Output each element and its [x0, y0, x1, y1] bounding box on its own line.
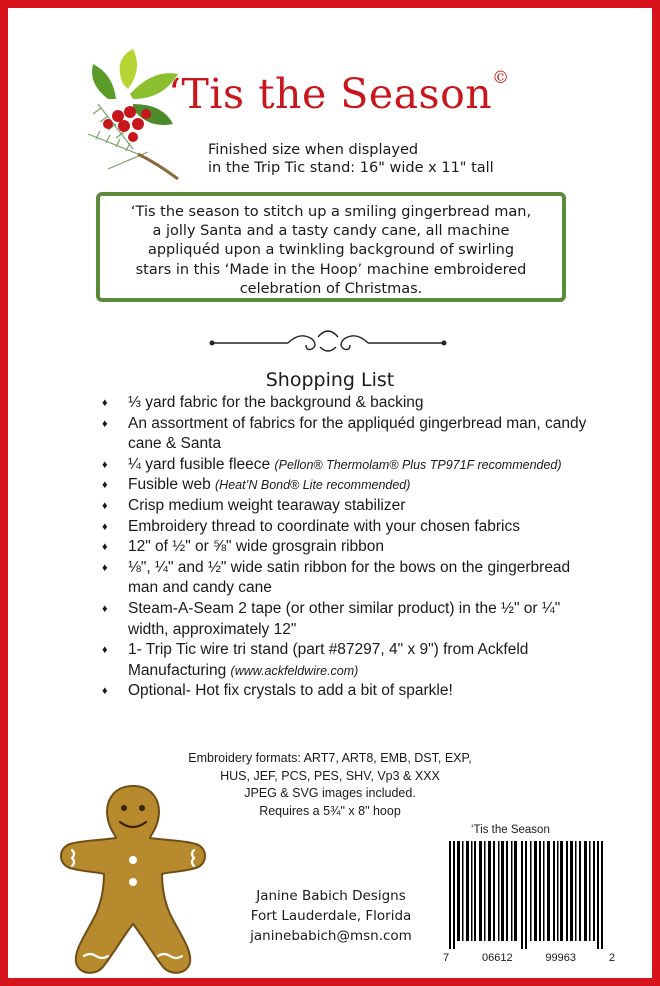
item-text: 1- Trip Tic wire tri stand (part #87297, 4" x 9") from Ackfeld Manufacturing [128, 641, 529, 679]
barcode-icon [443, 841, 613, 949]
list-item [128, 517, 588, 538]
barcode-digits [443, 952, 615, 964]
list-item [128, 414, 588, 455]
barcode-label: ‘Tis the Season [471, 824, 550, 836]
barcode-digits-right: 99963 [545, 952, 576, 964]
list-item [128, 558, 588, 599]
item-text: ⅛", ¼" and ½" wide satin ribbon for the bows on the gingerbread man and candy cane [128, 558, 571, 597]
list-item [128, 681, 588, 702]
formats-line: JPEG & SVG images included. [244, 786, 416, 801]
item-text: ⅓ yard fabric for the background & backing [128, 394, 424, 411]
item-text: 12" of ½" or ⅝" wide grosgrain ribbon [128, 538, 385, 556]
barcode-digit-first: 7 [443, 952, 450, 964]
item-note: (Heat’N Bond® Lite recommended) [215, 478, 411, 493]
finished-size-line-2: in the Trip Tic stand: 16" wide x 11" tall [208, 160, 494, 176]
finished-size [208, 141, 494, 177]
intro-line: celebration of Christmas. [239, 280, 423, 297]
list-item [128, 475, 588, 496]
designer-email[interactable]: janinebabich@msn.com [250, 928, 412, 944]
formats-line: HUS, JEF, PCS, PES, SHV, Vp3 & XXX [220, 768, 440, 783]
title-text: ‘Tis the Season [168, 70, 493, 118]
item-text: An assortment of fabrics for the appliquéd gingerbread man, candy cane & Santa [128, 414, 587, 453]
list-item [128, 496, 588, 517]
formats-line: Requires a 5¾" x 8" hoop [259, 803, 401, 818]
list-item [128, 640, 588, 681]
item-text: ¼ yard fusible fleece [128, 455, 275, 473]
flourish-divider-icon [208, 323, 448, 359]
item-text: Embroidery thread to coordinate with your chosen fabrics [128, 517, 521, 535]
barcode-digit-last: 2 [608, 952, 615, 964]
item-text: Optional- Hot fix crystals to add a bit of sparkle! [128, 682, 453, 700]
intro-line: a jolly Santa and a tasty candy cane, all machine [152, 223, 510, 240]
shopping-list [128, 393, 588, 702]
intro-line: stars in this ‘Made in the Hoop’ machine embroidered [135, 261, 527, 278]
designer-location: Fort Lauderdale, Florida [250, 908, 412, 924]
gingerbread-man-icon [58, 778, 208, 978]
list-item [128, 393, 588, 414]
item-text: Crisp medium weight tearaway stabilizer [128, 496, 406, 514]
barcode-digits-left: 06612 [481, 952, 513, 964]
pattern-title [168, 70, 510, 118]
copyright-mark: © [492, 68, 510, 88]
list-item [128, 599, 588, 640]
shopping-list-title: Shopping List [265, 369, 395, 391]
finished-size-line-1: Finished size when displayed [208, 142, 419, 158]
intro-line: appliquéd upon a twinkling background of swirling [147, 242, 515, 259]
list-item [128, 537, 588, 558]
item-text: Fusible web [128, 476, 216, 494]
intro-box [96, 192, 566, 302]
item-note: (www.ackfeldwire.com) [230, 663, 359, 678]
item-note: (Pellon® Thermolam® Plus TP971F recommended) [274, 457, 562, 472]
formats-line: Embroidery formats: ART7, ART8, EMB, DST, EXP, [188, 751, 472, 765]
designer-name: Janine Babich Designs [256, 888, 406, 904]
designer-info [226, 886, 436, 946]
item-text: Steam-A-Seam 2 tape (or other similar product) in the ½" or ¼" width, approximately 12" [128, 599, 561, 638]
intro-line: ‘Tis the season to stitch up a smiling gingerbread man, [130, 204, 532, 220]
list-item [128, 455, 588, 476]
